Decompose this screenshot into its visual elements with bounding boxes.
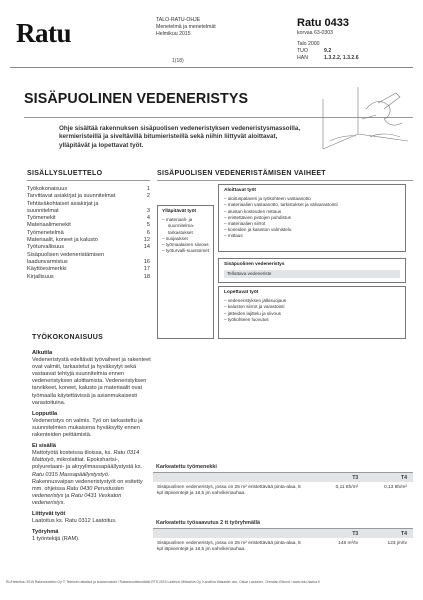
phase-item: – työturvalli-suustoimet: [168, 248, 209, 254]
phase-item: – vedeneristyksen jälkisuojaus: [230, 298, 400, 304]
toc-item[interactable]: Materiaalimenekit 5: [27, 222, 150, 229]
toc-item[interactable]: laadunvarmistus 16: [27, 258, 150, 265]
phase-item: – aloituspalaveri ja työkohteen vastaanotto: [230, 196, 400, 202]
table-header-row: T3 T4: [153, 473, 413, 482]
intro-text: Ohje sisältää rakennuksen sisäpuolisen vedeneristyksen vedeneristysmassoilla, kermieristeillä ja siveltävillä bitumieristeillä sekä niihin liittyvät aloittavat, ylläpitävät ja lopettavat työt.: [59, 125, 301, 149]
phase-item: – mittaus: [230, 233, 400, 239]
series-line: Helmikuu 2015: [156, 30, 191, 37]
toc-item[interactable]: Tarvittavat asiakirjat ja suunnitelmat 2: [27, 193, 150, 200]
table-row: Sisäpuolinen vedeneristys, jossa on 25 m² eristettävää pinta-alaa, 8 kpl läpivientejä ja 18,5 jm vahvikenauhaa. 0,11 tth/m² 0,13 tth/m²: [157, 485, 407, 497]
meta-row: Talo 2000: [297, 41, 320, 47]
section-text: Mattotyötä kosteissa tiloissa, ks. Ratu 0314 Mattotyö, mikrolattiat. Epokshartsi-, polyuretaani- ja akryylimassapäällystystä ks. Ratu 0315 Massapäällystystyö. Rakennusvaipan vedeneristystyöt on esitetty mm. ohjeissa Ratu 0430 Perustusten vedeneristys ja Ratu 0431 Veskaton vedeneristys.: [32, 450, 143, 506]
toc-item[interactable]: Käyttöesimerkki 17: [27, 266, 150, 273]
meta-row: HAN 1.3.2.2, 1.3.2.6: [297, 54, 359, 61]
phase-item: – materiaali- ja suunnitelma-tarkastukset: [168, 217, 209, 236]
section-title: Työryhmä: [32, 529, 59, 536]
section-text: Vedeneristystä edeltävät työvaiheet ja rakenteet ovat valmiit, tarkastetut ja hyväksytyt sekä vastaavat tehtyjä suunnitelmia ennen vedeneristyksen aloittamista. Vedeneristyksen tarvikkeet, koneet, kalusto ja materiaalit ovat työmaalla käytettävissä ja asianmukaisesti varastoituina.: [32, 357, 151, 406]
phase-item: – koneiden ja kaluston valmistelu: [230, 227, 400, 233]
phase-item: – jätteiden lajittelu ja siivous: [230, 311, 400, 317]
section-title: Lopputila: [32, 410, 58, 417]
section-title: Liittyvät työt: [32, 510, 66, 517]
series-line: Menetelmä ja menetelmät: [156, 23, 216, 30]
section-title: Alkutila: [32, 350, 53, 356]
tyokokonaisuus-heading: TYÖKOKONAISUUS: [32, 334, 104, 341]
toc-item[interactable]: Työkokonaisuus 1: [27, 186, 150, 192]
doc-code: Ratu 0433: [297, 17, 349, 29]
phases-divider: [157, 180, 413, 181]
header-divider: [10, 67, 413, 68]
ratu-logo: Ratu: [16, 18, 72, 48]
phase-item: – alustan kosteuden mittaus: [230, 209, 400, 215]
phase-item: – työkohteen luovutus: [230, 317, 400, 323]
toc-divider: [27, 180, 150, 181]
meta-row: TUO 9.2: [297, 47, 332, 54]
tyomenekki-table: [153, 462, 413, 500]
doc-id-block: [297, 17, 359, 61]
section-title: Ei sisällä: [32, 443, 56, 450]
table-of-contents: [27, 186, 150, 281]
phase-item: – suojaukset: [168, 236, 209, 242]
series-info: [156, 17, 216, 37]
lopettavat-box: Lopettavat työt – vedeneristyksen jälkisuojaus – kaluston siirrot ja varastointi – jätteiden lajittelu ja siivous – työkohteen luovutus: [218, 286, 406, 339]
toc-heading: SISÄLLYSLUETTELO: [27, 170, 103, 177]
toc-item[interactable]: Kirjallisuus 18: [27, 273, 150, 280]
main-work-item: Tellattava vedeneriste: [224, 270, 400, 278]
table-title: Karkeatettu työsaavutus 2 tt työryhmällä: [153, 518, 413, 529]
phase-item: – kaluston siirrot ja varastointi: [230, 304, 400, 310]
replaces-text: korvaa 63-0303: [297, 30, 334, 36]
waterproofing-sketch-illustration: [318, 79, 413, 164]
phase-item: – eristettävien pintojen puhdistus: [230, 215, 400, 221]
phase-item: – materiaalien vastaanotto, tarkistukset ja välivarastointi: [230, 202, 400, 208]
toc-item[interactable]: Työturvallisuus 14: [27, 244, 150, 251]
phase-item: – materiaalien siirrot: [230, 221, 400, 227]
section-text: 1 työntekijä (RAM).: [32, 536, 80, 543]
series-line: TALO-RATU-OHJE: [156, 17, 201, 23]
table-row: Sisäpuolinen vedeneristys, jossa on 25 m² eristettävää pinta-alaa, 8 kpl läpivientejä ja 18,5 jm vahvikenauhaa. 148 m²/tv 123 jm/tv: [157, 541, 407, 553]
toc-item[interactable]: suunnitelmat 3: [27, 207, 150, 214]
page-number: 1(18): [172, 58, 184, 64]
toc-item[interactable]: Sisäpuolisen vedeneristämisen: [27, 251, 105, 258]
yllapitavat-box: Ylläpitävät työt – materiaali- ja suunnitelma-tarkastukset – suojaukset – työmaalainen siivous – työturvalli-suustoimet: [157, 205, 214, 339]
phase-item: – työmaalainen siivous: [168, 242, 209, 248]
toc-item[interactable]: Työmenekit 4: [27, 215, 150, 222]
page-title: SISÄPUOLINEN VEDENERISTYS: [24, 91, 249, 107]
toc-item[interactable]: Tehtäväkohtaiset asiakirjat ja: [27, 200, 99, 207]
table-header-row: T3 T4: [153, 529, 413, 538]
section-text: Vedeneristys on valmis. Työ on tarkastettu ja suunnitelmien mukaisena hyväksytty ennen rakenteiden peittämistä.: [32, 417, 143, 439]
tyosaavutus-table: [153, 518, 413, 556]
section-text: Laatoitus ks. Ratu 0312 Laatoitus.: [32, 518, 117, 525]
table-title: Karkeatettu työmenekki: [153, 462, 413, 473]
aloittavat-box: Aloittavat työt – aloituspalaveri ja työkohteen vastaanotto – materiaalien vastaanotto, tarkistukset ja välivarastointi – alustan kosteuden mittaus – eristettävien pintojen puhdistus – materiaalien siirrot – koneiden ja kaluston valmistelu – mittaus: [218, 184, 406, 252]
tyokokonaisuus-body: [32, 350, 152, 543]
main-work-box: Sisäpuolinen vedeneristys Tellattava vedeneriste: [218, 258, 406, 283]
phases-heading: SISÄPUOLISEN VEDENERISTÄMISEN VAIHEET: [157, 170, 326, 177]
toc-item[interactable]: Työmenetelmä 6: [27, 229, 150, 236]
toc-item[interactable]: Materiaalit, koneet ja kalusto 12: [27, 237, 150, 244]
page-footer: RL/Helmikuu 2015 Rakennustieto Oy © Tekniset ratkaisut ja kustannukset / Rakennustietosäätiö RTS 2015 Laatinut: Mittaviiva Oy, Karoliina Wasalder oko, Oskar Lantonen, Christian Eklund / www.ratu-haeka.fi: [6, 580, 320, 584]
